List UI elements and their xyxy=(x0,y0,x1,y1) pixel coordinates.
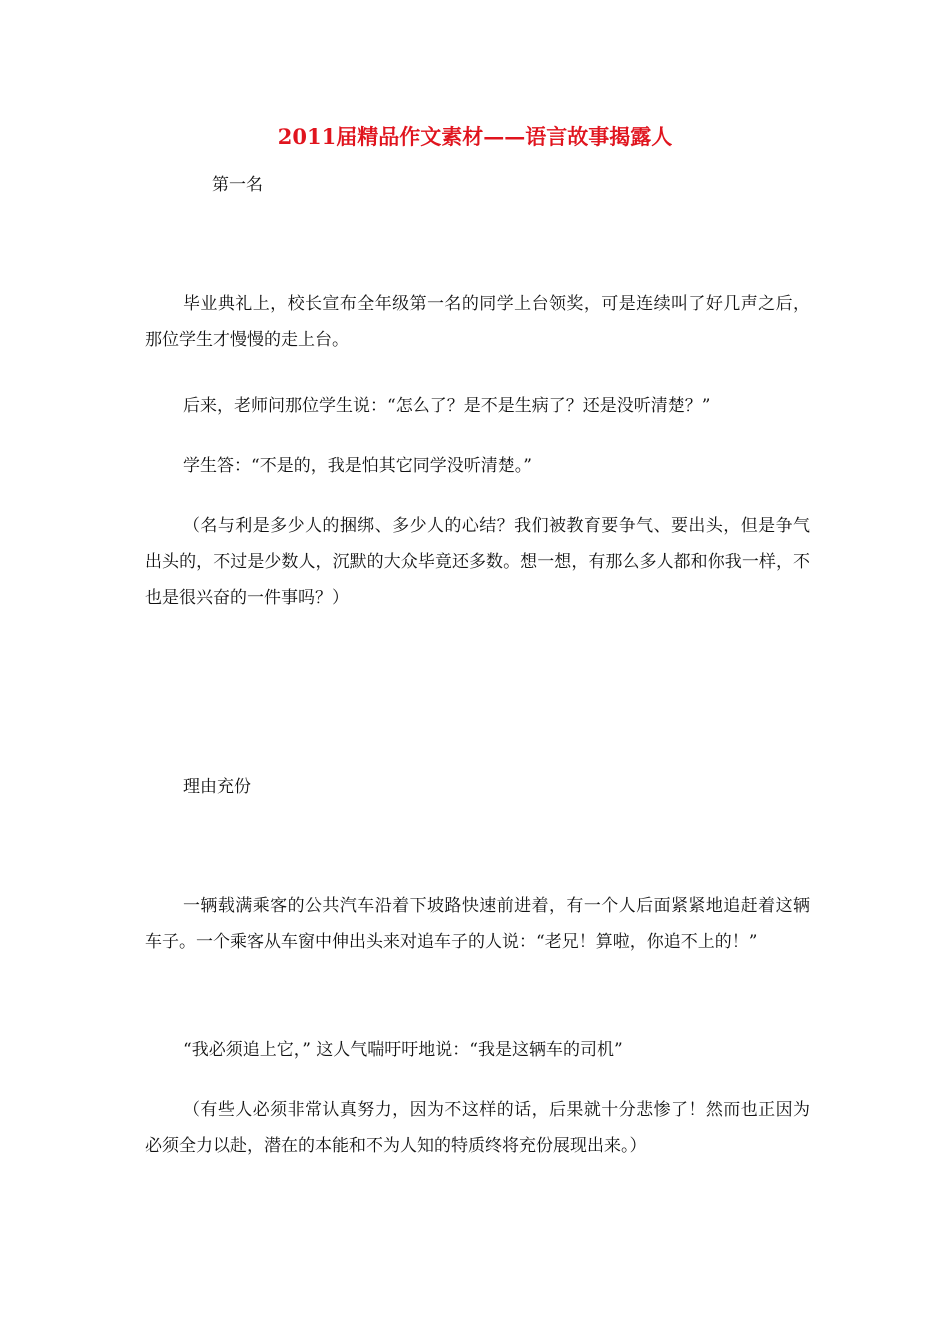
paragraph: 后来，老师问那位学生说：“怎么了？是不是生病了？还是没听清楚？” xyxy=(183,396,711,416)
paragraph: “我必须追上它，” 这人气喘吁吁地说：“我是这辆车的司机” xyxy=(183,1040,623,1060)
section-heading-sufficient-reason: 理由充份 xyxy=(183,777,251,797)
paragraph: 学生答：“不是的，我是怕其它同学没听清楚。” xyxy=(183,456,532,476)
paragraph: （名与利是多少人的捆绑、多少人的心结？我们被教育要争气、要出头，但是争气出头的，不过是少数人，沉默的大众毕竟还多数。想一想，有那么多人都和你我一样，不也是很兴奋的一件事吗？） xyxy=(145,516,810,608)
paragraph: 毕业典礼上，校长宣布全年级第一名的同学上台领奖，可是连续叫了好几声之后，那位学生才慢慢的走上台。 xyxy=(145,294,810,350)
document-title: 2011届精品作文素材——语言故事揭露人 xyxy=(277,124,673,149)
paragraph: （有些人必须非常认真努力，因为不这样的话，后果就十分悲惨了！然而也正因为必须全力以赴，潜在的本能和不为人知的特质终将充份展现出来。） xyxy=(145,1100,810,1156)
section-heading-first-place: 第一名 xyxy=(212,175,263,195)
paragraph: 一辆载满乘客的公共汽车沿着下坡路快速前进着，有一个人后面紧紧地追赶着这辆车子。一个乘客从车窗中伸出头来对追车子的人说：“老兄！算啦，你追不上的！” xyxy=(145,896,810,952)
